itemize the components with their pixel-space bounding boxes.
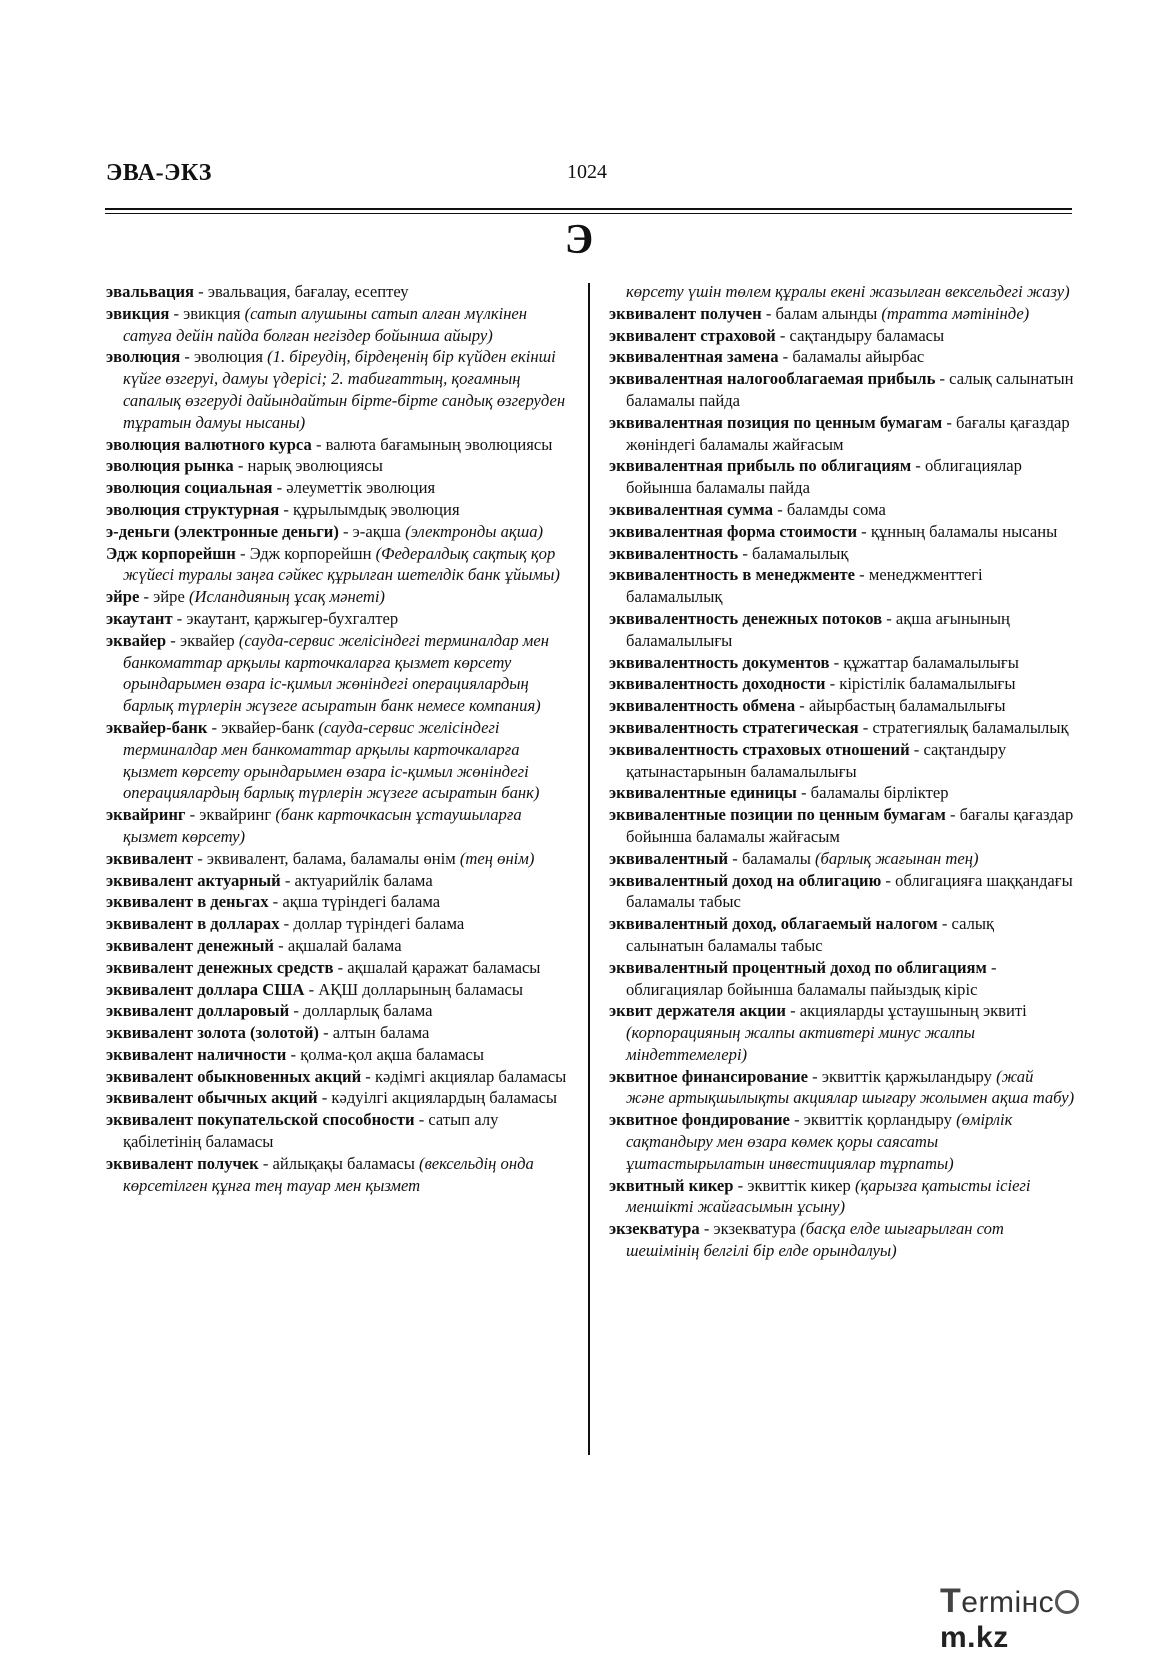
entry-term: эквивалент актуарный <box>106 870 281 890</box>
entry-definition: - ақша ағынының баламалылығы <box>626 608 1010 650</box>
dictionary-entry <box>106 870 576 892</box>
entry-note: (Федералдық сақтық қор жүйесі туралы заңға сәйкес құрылған шетелдік банк ұйымы) <box>123 543 560 585</box>
entry-definition: - экзекватура <box>699 1219 801 1239</box>
entry-term: эквивалентная позиция по ценным бумагам <box>609 412 943 432</box>
dictionary-entry <box>106 1109 576 1153</box>
entry-definition: - облигациялар бойынша баламалы пайда <box>626 456 1022 498</box>
entry-term: эволюция валютного курса <box>106 434 312 454</box>
entry-definition: - валюта бағамының эволюциясы <box>311 434 553 454</box>
dictionary-entry <box>609 1218 1075 1262</box>
dictionary-entry <box>106 717 576 804</box>
entry-term: эквивалент получен <box>609 303 762 323</box>
dictionary-entry <box>106 434 576 456</box>
dictionary-entry <box>609 1000 1075 1065</box>
entry-term: эквивалент золота (золотой) <box>106 1023 319 1043</box>
entry-definition: - салық салынатын баламалы пайда <box>626 369 1074 410</box>
entry-definition: - э-ақша <box>338 521 406 541</box>
entry-definition: - облигациялар бойынша баламалы пайыздық кіріс <box>626 957 997 999</box>
entry-definition: - эквайер <box>166 630 239 650</box>
entry-term: эквивалент денежный <box>106 935 274 955</box>
entry-term: эквивалент долларовый <box>106 1001 290 1021</box>
watermark-letter: T <box>940 1582 962 1620</box>
entry-definition: - құрылымдық эволюция <box>279 499 460 519</box>
dictionary-entry <box>609 652 1075 674</box>
dictionary-entry <box>609 739 1075 783</box>
dictionary-entry <box>609 913 1075 957</box>
entry-definition: - нарық эволюциясы <box>233 456 383 476</box>
dictionary-entry <box>609 346 1075 368</box>
entry-definition: - баламалылық <box>738 543 849 563</box>
dictionary-entry <box>609 1066 1075 1110</box>
entry-term: эквайер <box>106 630 167 650</box>
entry-note: (тең өнім) <box>459 848 535 868</box>
dictionary-entry <box>106 455 576 477</box>
entry-term: эквивалент получек <box>106 1153 259 1173</box>
entry-term: эквитное финансирование <box>609 1066 809 1086</box>
entry-term: эквивалентность стратегическая <box>609 717 859 737</box>
entry-definition: - эволюция <box>180 347 268 367</box>
entry-note: (басқа елде шығарылған сот шешімінің белгілі бір елде орындалуы) <box>626 1219 1004 1261</box>
entry-term: эквивалентные позиции по ценным бумагам <box>609 805 946 825</box>
entry-term: эквивалент наличности <box>106 1044 287 1064</box>
entry-definition: - әлеуметтік эволюция <box>272 478 436 498</box>
entry-term: эквивалент <box>106 848 194 868</box>
entry-term: эквивалентная форма стоимости <box>609 521 858 541</box>
entry-term: эквивалент в долларах <box>106 914 280 934</box>
entry-term: эволюция структурная <box>106 499 280 519</box>
entry-definition: - акцияларды ұстаушының эквиті <box>785 1001 1027 1021</box>
entry-term: э-деньги (электронные деньги) <box>106 521 339 541</box>
entry-definition: - салық салынатын баламалы табыс <box>626 914 995 955</box>
dictionary-entry <box>609 564 1075 608</box>
entry-term: эквивалентность доходности <box>609 674 826 694</box>
entry-note: (банк карточкасын ұстаушыларға қызмет көрсету) <box>123 805 522 846</box>
entry-term: эквивалент обычных акций <box>106 1088 318 1108</box>
dictionary-entry <box>106 1153 576 1197</box>
entry-term: эквивалентные единицы <box>609 783 797 803</box>
entry-term: эволюция социальная <box>106 478 273 498</box>
dictionary-entry <box>106 477 576 499</box>
entry-term: эквивалентный доход, облагаемый налогом <box>609 914 938 934</box>
entry-note: (корпорацияның жалпы активтері минус жалпы міндеттемелері) <box>626 1023 976 1064</box>
dictionary-entry <box>609 412 1075 456</box>
entry-term: эволюция рынка <box>106 456 234 476</box>
entry-term: эвальвация <box>106 282 195 301</box>
entry-term: эквивалент страховой <box>609 325 776 345</box>
entry-term: эквивалентный доход на облигацию <box>609 870 882 890</box>
dictionary-entry <box>106 499 576 521</box>
dictionary-entry <box>609 870 1075 914</box>
entry-note: (қарызға қатысты ісіегі меншікті жайғасымын ұсыну) <box>626 1175 1031 1217</box>
entry-definition: - ақша түріндегі балама <box>268 892 441 912</box>
dictionary-entry <box>609 499 1075 521</box>
dictionary-entry <box>106 586 576 608</box>
dictionary-entry <box>609 695 1075 717</box>
entry-term: эквивалентность денежных потоков <box>609 608 883 628</box>
dictionary-entry <box>106 608 576 630</box>
dictionary-entry <box>106 913 576 935</box>
dictionary-entry <box>609 521 1075 543</box>
header-rule-thin <box>105 213 1072 214</box>
entry-term: эквивалент обыкновенных акций <box>106 1066 362 1086</box>
entry-definition: - стратегиялық баламалылық <box>858 717 1069 737</box>
right-column <box>609 281 1075 1262</box>
entry-term: эквайер-банк <box>106 717 208 737</box>
entry-definition: - құжаттар баламалылығы <box>829 652 1019 672</box>
dictionary-entry <box>106 891 576 913</box>
entry-definition: - ақшалай балама <box>274 935 402 955</box>
entry-term: эквивалент покупательской способности <box>106 1110 415 1130</box>
entry-definition: - баламды сома <box>773 499 886 519</box>
entry-note: (Исландияның ұсақ мәнеті) <box>188 587 385 607</box>
entry-definition: - баламалы айырбас <box>778 347 925 367</box>
entry-note: көрсету үшін төлем құралы екені жазылған вексельдегі жазу) <box>626 282 1070 301</box>
entry-definition: - эквиттік қаржыландыру <box>808 1066 997 1086</box>
dictionary-entry <box>106 281 576 303</box>
dictionary-entry <box>106 303 576 347</box>
entry-note: (сатып алушыны сатып алған мүлкінен сатуға дейін пайда болған негіздер бойынша айыру) <box>123 303 528 345</box>
entry-term: эквивалентность документов <box>609 652 830 672</box>
entry-definition: - эйре <box>139 587 189 607</box>
entry-term: эволюция <box>106 347 181 367</box>
dictionary-entry <box>609 848 1075 870</box>
entry-definition: - баламалы бірліктер <box>796 783 949 803</box>
dictionary-entry <box>106 1022 576 1044</box>
entry-note: (өмірлік сақтандыру мен өзара көмек қоры саясаты ұштастырылатын инвестициялар тұрпаты) <box>626 1110 1013 1173</box>
entry-term: эквитный кикер <box>609 1175 734 1195</box>
column-divider <box>588 283 590 1455</box>
dictionary-entry <box>106 935 576 957</box>
dictionary-entry <box>106 979 576 1001</box>
page-header-range: ЭВА-ЭКЗ <box>106 160 212 186</box>
entry-term: экаутант <box>106 608 173 628</box>
entry-note: (электронды ақша) <box>405 521 544 541</box>
entry-definition: - айлықақы баламасы <box>258 1153 420 1173</box>
entry-definition: - кәдуілгі акциялардың баламасы <box>317 1088 558 1108</box>
entry-definition: - құнның баламалы нысаны <box>857 521 1058 541</box>
entry-note: (тратта мәтінінде) <box>881 303 1030 323</box>
entry-definition: - эвикция <box>169 303 245 323</box>
dictionary-entry <box>609 455 1075 499</box>
entry-note: (сауда-сервис желісіндегі терминалдар мен банкоматтар арқылы карточкаларға қызмет көрсету орындарымен өзара іс-қимыл жөніндегі операциялардың барлық түрлерін жүзеге асыратын банк немесе компания) <box>123 630 549 716</box>
entry-term: эквивалентный <box>609 848 729 868</box>
entry-term: эквивалент в деньгах <box>106 892 269 912</box>
dictionary-entry <box>609 673 1075 695</box>
entry-definition: - Эдж корпорейшн <box>235 543 376 563</box>
dictionary-entry <box>106 848 576 870</box>
dictionary-entry <box>106 1044 576 1066</box>
entry-note: (барлық жағынан тең) <box>815 848 979 868</box>
watermark-text-a: ermінc <box>961 1586 1055 1619</box>
entry-definition: - доллар түріндегі балама <box>279 914 465 934</box>
dictionary-entry <box>609 804 1075 848</box>
entry-term: Эдж корпорейшн <box>106 543 236 563</box>
dictionary-entry <box>106 804 576 848</box>
entry-definition: - сақтандыру баламасы <box>775 325 945 345</box>
entry-term: эквивалент доллара США <box>106 979 305 999</box>
dictionary-entry <box>609 717 1075 739</box>
dictionary-entry <box>609 782 1075 804</box>
entry-term: эквивалент денежных средств <box>106 957 334 977</box>
entry-term: эквит держателя акции <box>609 1001 786 1021</box>
dictionary-entry <box>106 1000 576 1022</box>
entry-definition: - актуарийлік балама <box>280 870 433 890</box>
watermark-circle-icon <box>1055 1590 1079 1614</box>
dictionary-entry <box>106 630 576 717</box>
entry-definition: - облигацияға шаққандағы баламалы табыс <box>626 870 1073 912</box>
entry-definition: - долларлық балама <box>289 1001 433 1021</box>
dictionary-entry <box>106 1066 576 1088</box>
entry-term: эквайринг <box>106 805 186 825</box>
entry-definition: - бағалы қағаздар жөніндегі баламалы жайғасым <box>626 412 1070 454</box>
dictionary-entry <box>609 303 1075 325</box>
entry-definition: - ақшалай қаражат баламасы <box>333 957 541 977</box>
entry-term: эвикция <box>106 303 170 323</box>
dictionary-entry <box>609 1109 1075 1174</box>
entry-term: эквивалентность страховых отношений <box>609 739 910 759</box>
entry-definition: - экаутант, қаржыгер-бухгалтер <box>172 608 399 628</box>
entry-term: эквивалентность обмена <box>609 696 796 716</box>
entry-definition: - алтын балама <box>318 1023 430 1043</box>
entry-note: (1. біреудің, бірдеңенің бір күйден екінші күйге өзгеруі, дамуы үдерісі; 2. табиғаттың, қоғамның сапалық өзгеруді дайындайтын бірте-бірте сандық өзгеруден тұратын дамуы нысаны) <box>123 347 566 432</box>
entry-definition: - бағалы қағаздар бойынша баламалы жайғасым <box>626 805 1074 846</box>
entry-definition: - эквиттік кикер <box>733 1175 855 1195</box>
entry-definition: - сатып алу қабілетінің баламасы <box>123 1110 499 1152</box>
entry-term: эквивалентная замена <box>609 347 779 367</box>
entry-definition: - баламалы <box>728 848 816 868</box>
entry-definition: - эквайринг <box>185 805 276 825</box>
watermark-logo <box>940 1582 1140 1654</box>
entry-term: эквивалентная прибыль по облигациям <box>609 456 912 476</box>
dictionary-entry <box>106 521 576 543</box>
entry-term: эквивалентный процентный доход по облигациям <box>609 957 987 977</box>
dictionary-entry <box>106 957 576 979</box>
entry-definition: - қолма-қол ақша баламасы <box>286 1044 485 1064</box>
entry-definition: - эвальвация, бағалау, есептеу <box>194 282 409 301</box>
page-number: 1024 <box>567 161 607 183</box>
entry-term: эквитное фондирование <box>609 1110 790 1130</box>
watermark-text-b: m.kz <box>940 1621 1009 1654</box>
left-column <box>106 281 576 1196</box>
entry-term: экзекватура <box>609 1219 700 1239</box>
entry-note: (жай және артықшылықты акциялар шығару жолымен ақша табу) <box>626 1066 1075 1108</box>
dictionary-entry <box>609 957 1075 1001</box>
entry-definition: - кәдімгі акциялар баламасы <box>361 1066 567 1086</box>
dictionary-entry <box>609 608 1075 652</box>
entry-definition: - кірістілік баламалылығы <box>825 674 1016 694</box>
entry-note: (вексельдің онда көрсетілген құнға тең тауар мен қызмет <box>123 1153 534 1195</box>
entry-definition: - сақтандыру қатынастарынын баламалылығы <box>626 739 1007 781</box>
dictionary-entry <box>106 346 576 433</box>
entry-definition: - эквайер-банк <box>207 717 319 737</box>
entry-definition: - айырбастың баламалылығы <box>795 696 1006 716</box>
header-rule-thick <box>105 208 1072 210</box>
dictionary-entry <box>609 543 1075 565</box>
section-letter: Э <box>564 217 594 263</box>
dictionary-entry <box>609 1175 1075 1219</box>
dictionary-entry <box>106 543 576 587</box>
dictionary-entry <box>609 281 1075 303</box>
entry-term: эйре <box>106 587 140 607</box>
entry-term: эквивалентность в менеджменте <box>609 565 855 585</box>
entry-definition: - эквивалент, балама, баламалы өнім <box>193 848 460 868</box>
entry-definition: - эквиттік қорландыру <box>789 1110 957 1130</box>
entry-definition: - менеджменттегі баламалылық <box>626 565 983 607</box>
dictionary-entry <box>609 325 1075 347</box>
dictionary-entry <box>609 368 1075 412</box>
dictionary-entry <box>106 1087 576 1109</box>
entry-definition: - балам алынды <box>761 303 882 323</box>
entry-note: (сауда-сервис желісіндегі терминалдар мен банкоматтар арқылы карточкаларға қызмет көрсету орындарымен өзара іс-қимыл жөніндегі операциялардың барлық түрлерін жүзеге асыратын банк) <box>123 717 540 803</box>
entry-term: эквивалентность <box>609 543 739 563</box>
entry-definition: - АҚШ долларының баламасы <box>304 979 524 999</box>
entry-term: эквивалентная налогооблагаемая прибыль <box>609 369 936 389</box>
entry-term: эквивалентная сумма <box>609 499 774 519</box>
